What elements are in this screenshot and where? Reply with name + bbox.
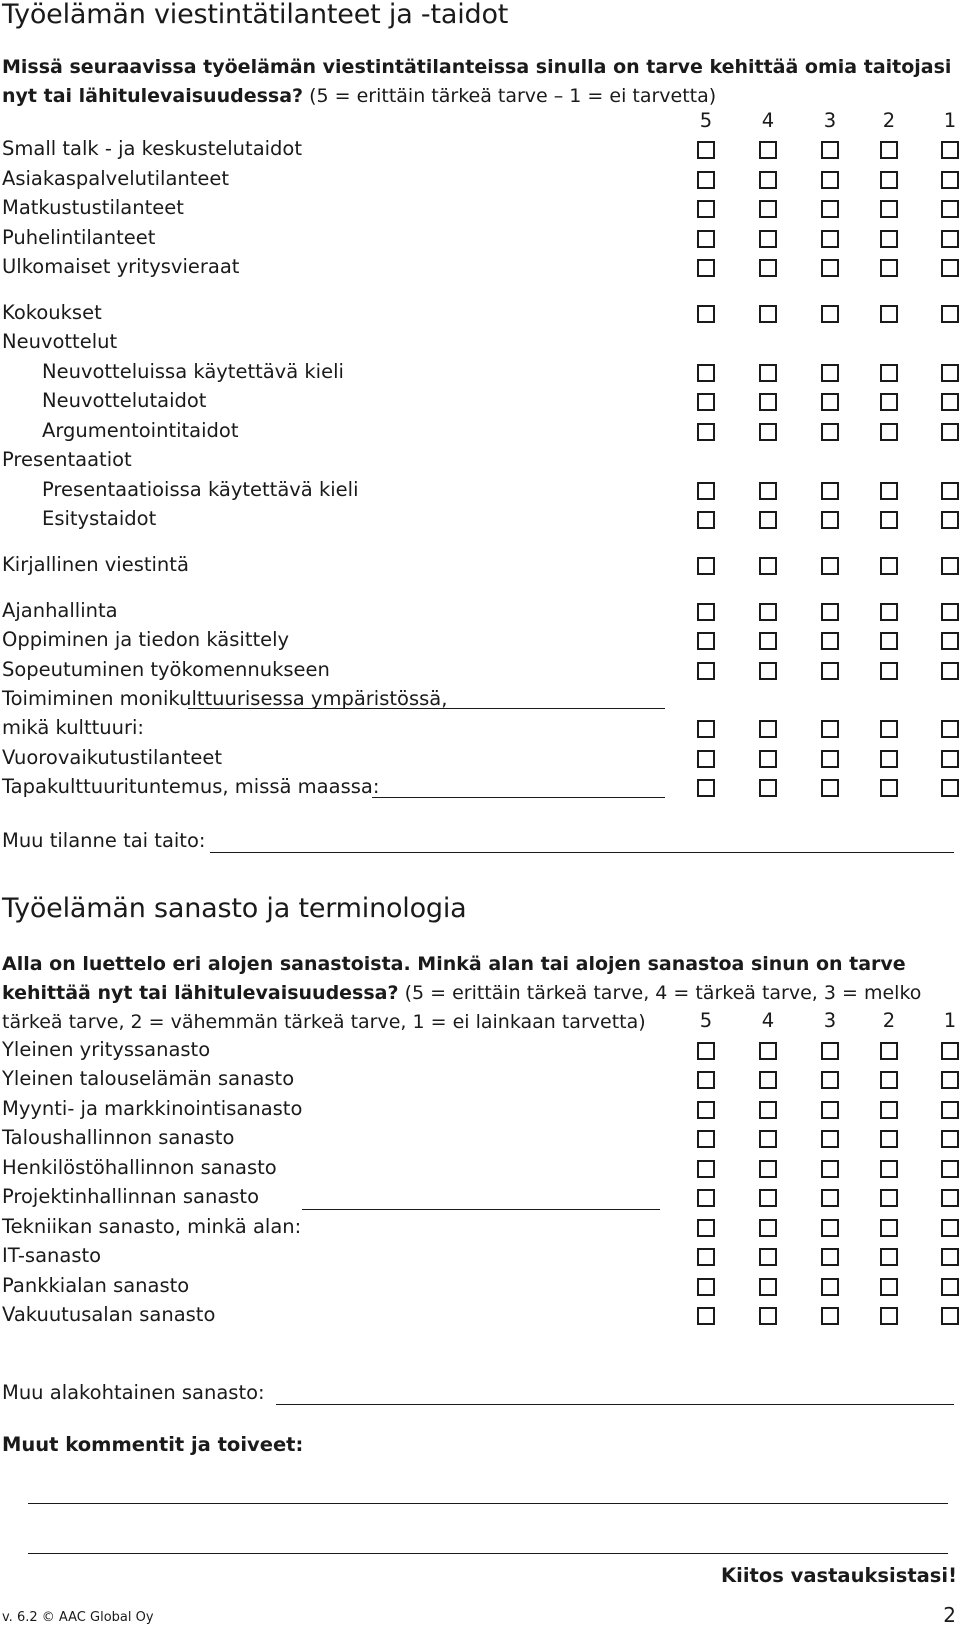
s1-row7-score3-checkbox[interactable]	[821, 364, 839, 382]
s1-row0-score4-checkbox[interactable]	[759, 141, 777, 159]
s1-row14-score1-checkbox[interactable]	[941, 603, 959, 621]
s1-row18-score1-checkbox[interactable]	[941, 720, 959, 738]
s1-row0-score2-checkbox[interactable]	[880, 141, 898, 159]
section1-intro-rest: (5 = erittäin tärkeä tarve – 1 = ei tarvetta)	[303, 85, 717, 107]
row-presentaatiokieli: Presentaatioissa käytettävä kieli	[42, 478, 359, 501]
row-presentaatiot: Presentaatiot	[2, 448, 132, 471]
row-neuvottelukieli: Neuvotteluissa käytettävä kieli	[42, 360, 344, 383]
s1-row3-score5-checkbox[interactable]	[697, 230, 715, 248]
s1-row2-score4-checkbox[interactable]	[759, 200, 777, 218]
s2-row1-score4-checkbox[interactable]	[759, 1071, 777, 1089]
s1-row7-score5-checkbox[interactable]	[697, 364, 715, 382]
s1-row9-score4-checkbox[interactable]	[759, 423, 777, 441]
row-small-talk: Small talk - ja keskustelutaidot	[2, 137, 303, 160]
s2-row1-score3-checkbox[interactable]	[821, 1071, 839, 1089]
s1-row14-score4-checkbox[interactable]	[759, 603, 777, 621]
s1-row14-score3-checkbox[interactable]	[821, 603, 839, 621]
s1-row19-score5-checkbox[interactable]	[697, 750, 715, 768]
s1-row11-score4-checkbox[interactable]	[759, 482, 777, 500]
s1-row20-score4-checkbox[interactable]	[759, 779, 777, 797]
s1-row18-score2-checkbox[interactable]	[880, 720, 898, 738]
row-argumentointi: Argumentointitaidot	[42, 419, 239, 442]
page-number: 2	[943, 1603, 956, 1627]
row-neuvottelutaidot: Neuvottelutaidot	[42, 389, 207, 412]
scale-4: 4	[761, 1009, 775, 1032]
s2-row9-score2-checkbox[interactable]	[880, 1307, 898, 1325]
s2-row5-score1-checkbox[interactable]	[941, 1189, 959, 1207]
s2-row3-score2-checkbox[interactable]	[880, 1130, 898, 1148]
s2-row1-score2-checkbox[interactable]	[880, 1071, 898, 1089]
row-kulttuuri: mikä kulttuuri:	[2, 716, 144, 739]
s1-row19-score1-checkbox[interactable]	[941, 750, 959, 768]
s1-row7-score1-checkbox[interactable]	[941, 364, 959, 382]
s1-row18-score3-checkbox[interactable]	[821, 720, 839, 738]
s1-row11-score5-checkbox[interactable]	[697, 482, 715, 500]
s1-row18-score5-checkbox[interactable]	[697, 720, 715, 738]
s1-row1-score2-checkbox[interactable]	[880, 171, 898, 189]
s1-row20-score3-checkbox[interactable]	[821, 779, 839, 797]
s1-row14-score2-checkbox[interactable]	[880, 603, 898, 621]
s1-row7-score2-checkbox[interactable]	[880, 364, 898, 382]
comments-line-2[interactable]	[28, 1553, 948, 1554]
s1-row16-score5-checkbox[interactable]	[697, 662, 715, 680]
section2-intro-rest: (5 = erittäin tärkeä tarve, 4 = tärkeä tarve, 3 = melko tärkeä tarve, 2 = vähemmän tärkeä tarve, 1 = ei lainkaan tarvetta)	[2, 982, 922, 1033]
row-vakuutus: Vakuutusalan sanasto	[2, 1303, 216, 1326]
s2-row9-score4-checkbox[interactable]	[759, 1307, 777, 1325]
s1-row13-score4-checkbox[interactable]	[759, 557, 777, 575]
s2-row4-score1-checkbox[interactable]	[941, 1160, 959, 1178]
s2-row1-score5-checkbox[interactable]	[697, 1071, 715, 1089]
s2-row6-score5-checkbox[interactable]	[697, 1219, 715, 1237]
s1-row12-score5-checkbox[interactable]	[697, 511, 715, 529]
s1-row9-score3-checkbox[interactable]	[821, 423, 839, 441]
s1-row5-score4-checkbox[interactable]	[759, 305, 777, 323]
s1-row13-score2-checkbox[interactable]	[880, 557, 898, 575]
s2-row6-score2-checkbox[interactable]	[880, 1219, 898, 1237]
row-kokoukset: Kokoukset	[2, 301, 102, 324]
s2-row1-score1-checkbox[interactable]	[941, 1071, 959, 1089]
s1-row0-score3-checkbox[interactable]	[821, 141, 839, 159]
s1-row2-score1-checkbox[interactable]	[941, 200, 959, 218]
s2-row6-score4-checkbox[interactable]	[759, 1219, 777, 1237]
row-myynti: Myynti- ja markkinointisanasto	[2, 1097, 303, 1120]
s1-row3-score4-checkbox[interactable]	[759, 230, 777, 248]
culture-input-line[interactable]	[188, 708, 665, 709]
footer-version: v. 6.2 © AAC Global Oy	[2, 1610, 154, 1625]
row-pankki: Pankkialan sanasto	[2, 1274, 190, 1297]
s1-row8-score3-checkbox[interactable]	[821, 393, 839, 411]
row-ajanhallinta: Ajanhallinta	[2, 599, 118, 622]
row-projektinhallinta: Projektinhallinnan sanasto	[2, 1185, 260, 1208]
s1-row5-score5-checkbox[interactable]	[697, 305, 715, 323]
thanks-text: Kiitos vastauksistasi!	[721, 1564, 957, 1587]
s1-row2-score5-checkbox[interactable]	[697, 200, 715, 218]
s2-row5-score5-checkbox[interactable]	[697, 1189, 715, 1207]
s1-row13-score5-checkbox[interactable]	[697, 557, 715, 575]
row-oppiminen: Oppiminen ja tiedon käsittely	[2, 628, 290, 651]
scale-5: 5	[699, 109, 713, 132]
scale-3: 3	[823, 1009, 837, 1032]
other-situation-label: Muu tilanne tai taito:	[2, 829, 206, 852]
s1-row18-score4-checkbox[interactable]	[759, 720, 777, 738]
s1-row12-score1-checkbox[interactable]	[941, 511, 959, 529]
s2-row0-score3-checkbox[interactable]	[821, 1042, 839, 1060]
s1-row3-score2-checkbox[interactable]	[880, 230, 898, 248]
scale-4: 4	[761, 109, 775, 132]
s1-row8-score2-checkbox[interactable]	[880, 393, 898, 411]
s1-row4-score2-checkbox[interactable]	[880, 259, 898, 277]
row-monikulttuurinen: Toimiminen monikulttuurisessa ympäristössä,	[2, 687, 448, 710]
s1-row4-score1-checkbox[interactable]	[941, 259, 959, 277]
s2-row6-score1-checkbox[interactable]	[941, 1219, 959, 1237]
row-yritysvieraat: Ulkomaiset yritysvieraat	[2, 255, 240, 278]
s1-row9-score2-checkbox[interactable]	[880, 423, 898, 441]
comments-label: Muut kommentit ja toiveet:	[2, 1433, 304, 1456]
s2-row0-score1-checkbox[interactable]	[941, 1042, 959, 1060]
comments-line-1[interactable]	[28, 1503, 948, 1504]
country-input-line[interactable]	[372, 797, 665, 798]
scale-5: 5	[699, 1009, 713, 1032]
s1-row13-score3-checkbox[interactable]	[821, 557, 839, 575]
scale-1: 1	[943, 109, 957, 132]
other-vocab-label: Muu alakohtainen sanasto:	[2, 1381, 265, 1404]
row-it: IT-sanasto	[2, 1244, 102, 1267]
section1-intro-bold: Missä seuraavissa työelämän viestintätilanteissa sinulla on tarve kehittää omia taitojasi nyt tai lähitulevaisuudessa?	[2, 56, 952, 107]
s1-row1-score4-checkbox[interactable]	[759, 171, 777, 189]
s2-row2-score5-checkbox[interactable]	[697, 1101, 715, 1119]
s1-row12-score2-checkbox[interactable]	[880, 511, 898, 529]
s1-row0-score5-checkbox[interactable]	[697, 141, 715, 159]
s1-row15-score5-checkbox[interactable]	[697, 632, 715, 650]
row-taloushallinto: Taloushallinnon sanasto	[2, 1126, 235, 1149]
s1-row1-score3-checkbox[interactable]	[821, 171, 839, 189]
s2-row7-score1-checkbox[interactable]	[941, 1248, 959, 1266]
row-asiakaspalvelu: Asiakaspalvelutilanteet	[2, 167, 230, 190]
s2-row5-score3-checkbox[interactable]	[821, 1189, 839, 1207]
s1-row5-score3-checkbox[interactable]	[821, 305, 839, 323]
section2-title: Työelämän sanasto ja terminologia	[2, 893, 467, 924]
s1-row3-score3-checkbox[interactable]	[821, 230, 839, 248]
other-vocab-input-line[interactable]	[276, 1404, 954, 1405]
row-puhelin: Puhelintilanteet	[2, 226, 156, 249]
s2-row6-score3-checkbox[interactable]	[821, 1219, 839, 1237]
s1-row7-score4-checkbox[interactable]	[759, 364, 777, 382]
s1-row2-score3-checkbox[interactable]	[821, 200, 839, 218]
s1-row15-score4-checkbox[interactable]	[759, 632, 777, 650]
s1-row19-score3-checkbox[interactable]	[821, 750, 839, 768]
scale-2: 2	[882, 1009, 896, 1032]
s1-row1-score1-checkbox[interactable]	[941, 171, 959, 189]
s2-row0-score2-checkbox[interactable]	[880, 1042, 898, 1060]
s1-row16-score2-checkbox[interactable]	[880, 662, 898, 680]
section1-intro	[2, 53, 958, 111]
s1-row20-score1-checkbox[interactable]	[941, 779, 959, 797]
s2-row9-score3-checkbox[interactable]	[821, 1307, 839, 1325]
s1-row8-score5-checkbox[interactable]	[697, 393, 715, 411]
row-henkilosto: Henkilöstöhallinnon sanasto	[2, 1156, 277, 1179]
s2-row5-score2-checkbox[interactable]	[880, 1189, 898, 1207]
s2-row7-score5-checkbox[interactable]	[697, 1248, 715, 1266]
s1-row5-score2-checkbox[interactable]	[880, 305, 898, 323]
s2-row7-score4-checkbox[interactable]	[759, 1248, 777, 1266]
section2-intro-bold: Alla on luettelo eri alojen sanastoista. Minkä alan tai alojen sanastoa sinun on tarve kehittää nyt tai lähitulevaisuudessa?	[2, 953, 906, 1004]
row-kirjallinen: Kirjallinen viestintä	[2, 553, 189, 576]
s2-row5-score4-checkbox[interactable]	[759, 1189, 777, 1207]
s1-row14-score5-checkbox[interactable]	[697, 603, 715, 621]
section1-title: Työelämän viestintätilanteet ja -taidot	[2, 0, 509, 30]
s1-row9-score5-checkbox[interactable]	[697, 423, 715, 441]
s1-row0-score1-checkbox[interactable]	[941, 141, 959, 159]
row-vuorovaikutus: Vuorovaikutustilanteet	[2, 746, 223, 769]
s2-row9-score5-checkbox[interactable]	[697, 1307, 715, 1325]
section2-intro	[2, 950, 958, 1037]
other-situation-input-line[interactable]	[210, 852, 954, 853]
s1-row16-score1-checkbox[interactable]	[941, 662, 959, 680]
s1-row4-score4-checkbox[interactable]	[759, 259, 777, 277]
scale-2: 2	[882, 109, 896, 132]
s2-row3-score1-checkbox[interactable]	[941, 1130, 959, 1148]
s2-row2-score3-checkbox[interactable]	[821, 1101, 839, 1119]
s2-row0-score5-checkbox[interactable]	[697, 1042, 715, 1060]
s1-row15-score1-checkbox[interactable]	[941, 632, 959, 650]
scale-1: 1	[943, 1009, 957, 1032]
s2-row8-score3-checkbox[interactable]	[821, 1278, 839, 1296]
s1-row12-score3-checkbox[interactable]	[821, 511, 839, 529]
row-sopeutuminen: Sopeutuminen työkomennukseen	[2, 658, 330, 681]
s1-row5-score1-checkbox[interactable]	[941, 305, 959, 323]
s1-row13-score1-checkbox[interactable]	[941, 557, 959, 575]
s2-row4-score3-checkbox[interactable]	[821, 1160, 839, 1178]
s1-row19-score2-checkbox[interactable]	[880, 750, 898, 768]
s1-row8-score4-checkbox[interactable]	[759, 393, 777, 411]
s2-row8-score2-checkbox[interactable]	[880, 1278, 898, 1296]
s1-row4-score3-checkbox[interactable]	[821, 259, 839, 277]
s2-row4-score4-checkbox[interactable]	[759, 1160, 777, 1178]
s2-row7-score2-checkbox[interactable]	[880, 1248, 898, 1266]
s2-row9-score1-checkbox[interactable]	[941, 1307, 959, 1325]
s1-row20-score2-checkbox[interactable]	[880, 779, 898, 797]
s1-row15-score3-checkbox[interactable]	[821, 632, 839, 650]
s1-row1-score5-checkbox[interactable]	[697, 171, 715, 189]
tech-field-input-line[interactable]	[302, 1209, 660, 1210]
s2-row3-score4-checkbox[interactable]	[759, 1130, 777, 1148]
s1-row11-score3-checkbox[interactable]	[821, 482, 839, 500]
s2-row4-score5-checkbox[interactable]	[697, 1160, 715, 1178]
s2-row2-score4-checkbox[interactable]	[759, 1101, 777, 1119]
s2-row8-score5-checkbox[interactable]	[697, 1278, 715, 1296]
scale-3: 3	[823, 109, 837, 132]
s2-row3-score5-checkbox[interactable]	[697, 1130, 715, 1148]
s2-row3-score3-checkbox[interactable]	[821, 1130, 839, 1148]
s1-row15-score2-checkbox[interactable]	[880, 632, 898, 650]
s1-row12-score4-checkbox[interactable]	[759, 511, 777, 529]
s1-row8-score1-checkbox[interactable]	[941, 393, 959, 411]
row-talouselama: Yleinen talouselämän sanasto	[2, 1067, 295, 1090]
s1-row16-score3-checkbox[interactable]	[821, 662, 839, 680]
row-yrityssanasto: Yleinen yrityssanasto	[2, 1038, 211, 1061]
s1-row3-score1-checkbox[interactable]	[941, 230, 959, 248]
s2-row4-score2-checkbox[interactable]	[880, 1160, 898, 1178]
s1-row4-score5-checkbox[interactable]	[697, 259, 715, 277]
row-esitystaidot: Esitystaidot	[42, 507, 157, 530]
s1-row2-score2-checkbox[interactable]	[880, 200, 898, 218]
s2-row8-score4-checkbox[interactable]	[759, 1278, 777, 1296]
s2-row0-score4-checkbox[interactable]	[759, 1042, 777, 1060]
row-tekniikka: Tekniikan sanasto, minkä alan:	[2, 1215, 302, 1238]
row-tapakulttuuri: Tapakulttuurituntemus, missä maassa:	[2, 775, 380, 798]
s2-row8-score1-checkbox[interactable]	[941, 1278, 959, 1296]
row-matkustus: Matkustustilanteet	[2, 196, 184, 219]
s1-row19-score4-checkbox[interactable]	[759, 750, 777, 768]
row-neuvottelut: Neuvottelut	[2, 330, 118, 353]
s1-row16-score4-checkbox[interactable]	[759, 662, 777, 680]
s2-row7-score3-checkbox[interactable]	[821, 1248, 839, 1266]
s1-row11-score2-checkbox[interactable]	[880, 482, 898, 500]
s2-row2-score2-checkbox[interactable]	[880, 1101, 898, 1119]
s2-row2-score1-checkbox[interactable]	[941, 1101, 959, 1119]
s1-row20-score5-checkbox[interactable]	[697, 779, 715, 797]
s1-row9-score1-checkbox[interactable]	[941, 423, 959, 441]
s1-row11-score1-checkbox[interactable]	[941, 482, 959, 500]
